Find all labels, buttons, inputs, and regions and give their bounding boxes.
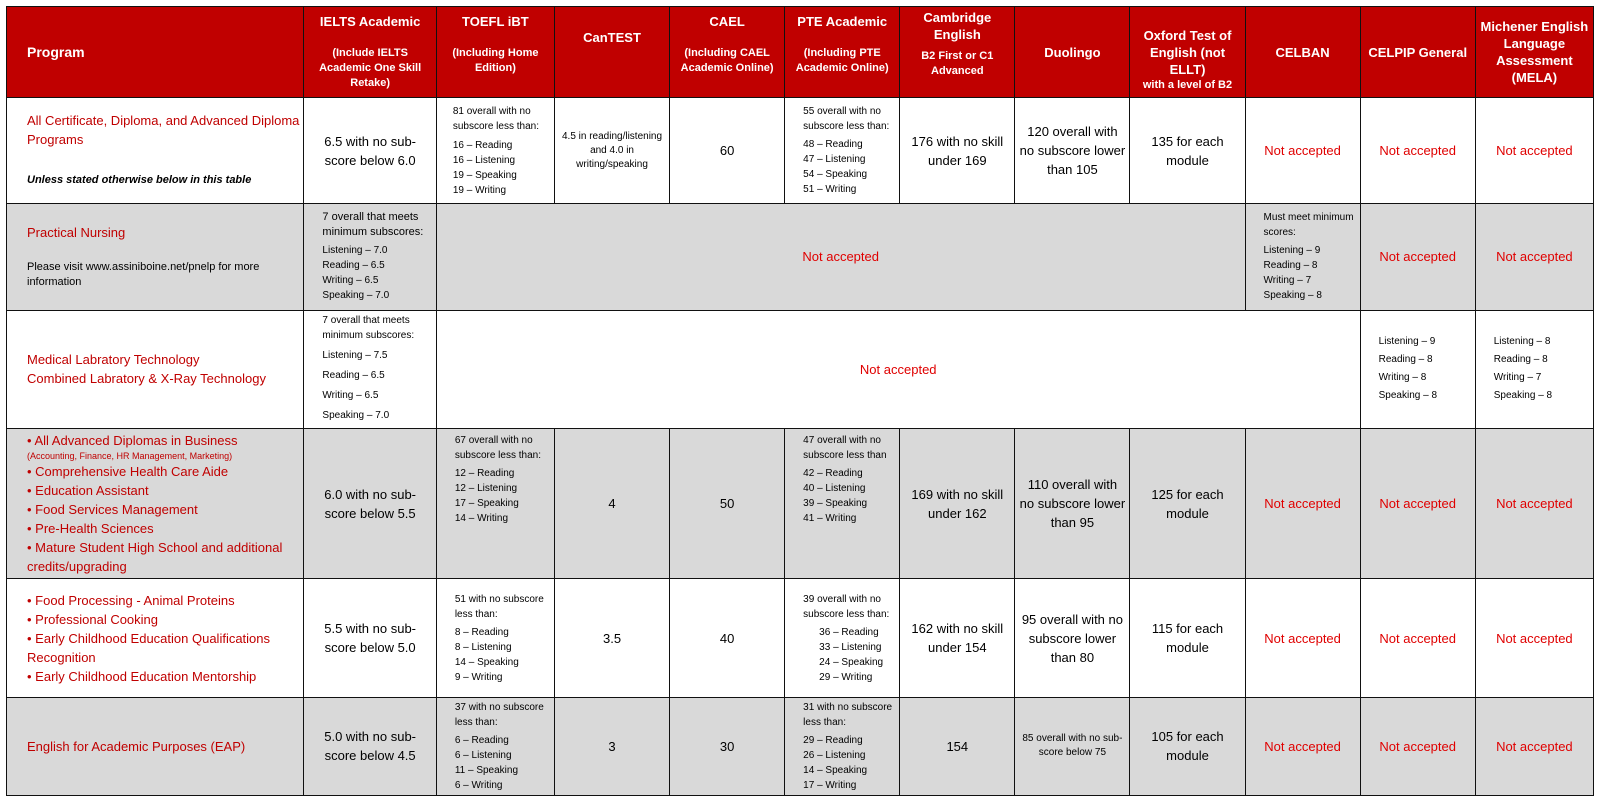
- ielts-cell: [304, 204, 436, 310]
- toefl-head: 81 overall with no subscore less than:: [452, 105, 539, 132]
- pte-line: 29 – Reading: [803, 734, 863, 746]
- toefl-line: 14 – Writing: [454, 512, 509, 524]
- duolingo-cell: 95 overall with no subscore lower than 80: [1015, 579, 1130, 697]
- cantest-column-header: [554, 7, 669, 98]
- ielts-cell: 6.5 with no sub-score below 6.0: [304, 98, 436, 204]
- toefl-subtitle: (Including Home Edition): [452, 47, 539, 74]
- program-cell: [7, 579, 304, 697]
- pte-line: 42 – Reading: [803, 467, 863, 479]
- program-list-item: • Early Childhood Education Mentorship: [27, 668, 257, 684]
- cambridge-column-header: [900, 7, 1015, 98]
- program-list-item: • All Advanced Diplomas in Business: [27, 433, 238, 449]
- celpip-cell: Not accepted: [1360, 579, 1475, 697]
- mela-cell: Not accepted: [1475, 579, 1593, 697]
- oxford-column-header: [1130, 7, 1245, 98]
- table-row: [7, 579, 1594, 697]
- pte-line: 17 – Writing: [803, 779, 857, 791]
- pte-line: 29 – Writing: [819, 671, 873, 683]
- pte-head: 39 overall with no subscore less than:: [803, 593, 890, 620]
- oxford-cell: 135 for each module: [1130, 98, 1245, 204]
- celban-cell: Not accepted: [1245, 98, 1360, 204]
- toefl-cell: [436, 98, 554, 204]
- pte-column-header: [785, 7, 900, 98]
- program-list-item: • Early Childhood Education Qualifications Recognition: [27, 630, 271, 665]
- program-name: All Certificate, Diploma, and Advanced Diploma Programs: [27, 113, 300, 148]
- pte-title: PTE Academic: [797, 14, 888, 29]
- toefl-line: 8 – Listening: [454, 641, 512, 653]
- cambridge-cell: 176 with no skill under 169: [900, 98, 1015, 204]
- cantest-cell: 4: [554, 428, 669, 578]
- ielts-line: Listening – 7.0: [322, 245, 388, 257]
- ielts-cell: 5.5 with no sub-score below 5.0: [304, 579, 436, 697]
- toefl-column-header: [436, 7, 554, 98]
- cael-cell: 50: [670, 428, 785, 578]
- oxford-cell: 125 for each module: [1130, 428, 1245, 578]
- toefl-head: 67 overall with no subscore less than:: [454, 434, 541, 461]
- program-note: Please visit www.assiniboine.net/pnelp for more information: [27, 261, 260, 289]
- pte-cell: [785, 579, 900, 697]
- table-row: [7, 204, 1594, 310]
- cambridge-cell: 169 with no skill under 162: [900, 428, 1015, 578]
- celpip-cell: Not accepted: [1360, 204, 1475, 310]
- celpip-line: Reading – 8: [1378, 354, 1433, 366]
- program-name: Medical Labratory Technology: [27, 352, 200, 368]
- pte-head: 31 with no subscore less than:: [803, 701, 893, 728]
- oxford-cell: 105 for each module: [1130, 697, 1245, 795]
- toefl-line: 16 – Listening: [452, 154, 516, 166]
- toefl-cell: [436, 428, 554, 578]
- pte-line: 14 – Speaking: [803, 764, 868, 776]
- toefl-head: 51 with no subscore less than:: [454, 593, 544, 620]
- pte-line: 51 – Writing: [803, 184, 857, 196]
- oxford-title: Oxford Test of English (not ELLT): [1143, 28, 1232, 77]
- mela-cell: [1475, 310, 1593, 428]
- pte-head: 55 overall with no subscore less than:: [803, 106, 890, 133]
- not-accepted-span: Not accepted: [436, 310, 1360, 428]
- pte-line: 33 – Listening: [819, 641, 882, 653]
- program-cell: [7, 428, 304, 578]
- toefl-line: 19 – Speaking: [452, 169, 517, 181]
- toefl-line: 6 – Listening: [454, 749, 512, 761]
- celpip-cell: Not accepted: [1360, 697, 1475, 795]
- ielts-cell: [304, 310, 436, 428]
- pte-subtitle: (Including PTE Academic Online): [795, 47, 889, 74]
- ielts-line: Reading – 6.5: [322, 369, 385, 381]
- table-row: [7, 697, 1594, 795]
- program-name: Practical Nursing: [27, 225, 126, 241]
- oxford-cell: 115 for each module: [1130, 579, 1245, 697]
- pte-cell: [785, 428, 900, 578]
- ielts-subtitle: (Include IELTS Academic One Skill Retake): [319, 47, 422, 89]
- toefl-line: 12 – Listening: [454, 482, 518, 494]
- celban-cell: Not accepted: [1245, 579, 1360, 697]
- duolingo-cell: 110 overall with no subscore lower than 95: [1015, 428, 1130, 578]
- toefl-cell: [436, 697, 554, 795]
- celban-cell: Not accepted: [1245, 428, 1360, 578]
- duolingo-cell: 120 overall with no subscore lower than 105: [1015, 98, 1130, 204]
- cael-cell: 40: [670, 579, 785, 697]
- toefl-line: 6 – Reading: [454, 734, 509, 746]
- toefl-line: 12 – Reading: [454, 467, 515, 479]
- cael-cell: 60: [670, 98, 785, 204]
- toefl-line: 17 – Speaking: [454, 497, 519, 509]
- pte-head: 47 overall with no subscore less than: [803, 434, 887, 461]
- celpip-cell: Not accepted: [1360, 428, 1475, 578]
- pte-line: 39 – Speaking: [803, 497, 868, 509]
- program-list-item: • Pre-Health Sciences: [27, 521, 154, 537]
- program-cell: [7, 204, 304, 310]
- english-requirements-table: [6, 6, 1594, 796]
- toefl-line: 9 – Writing: [454, 671, 503, 683]
- celpip-column-header: [1360, 7, 1475, 98]
- celban-column-header: [1245, 7, 1360, 98]
- toefl-cell: [436, 579, 554, 697]
- program-list-item: • Mature Student High School and additional credits/upgrading: [27, 540, 283, 575]
- toefl-line: 6 – Writing: [454, 779, 503, 791]
- pte-line: 48 – Reading: [803, 139, 863, 151]
- pte-line: 54 – Speaking: [803, 169, 868, 181]
- celban-head: Must meet minimum scores:: [1263, 212, 1354, 239]
- table-row: [7, 98, 1594, 204]
- program-list-item: • Food Processing - Animal Proteins: [27, 592, 235, 608]
- program-name: English for Academic Purposes (EAP): [27, 738, 246, 754]
- celpip-line: Speaking – 8: [1378, 390, 1438, 402]
- cambridge-title: Cambridge English: [923, 10, 992, 42]
- duolingo-cell: 85 overall with no sub-score below 75: [1015, 697, 1130, 795]
- cambridge-cell: 154: [900, 697, 1015, 795]
- mela-cell: Not accepted: [1475, 428, 1593, 578]
- program-list-subnote: (Accounting, Finance, HR Management, Marketing): [27, 451, 233, 462]
- toefl-line: 8 – Reading: [454, 626, 509, 638]
- ielts-line: Listening – 7.5: [322, 349, 388, 361]
- cambridge-subtitle: B2 First or C1 Advanced: [921, 50, 994, 77]
- celpip-line: Writing – 8: [1378, 372, 1427, 384]
- ielts-cell: 6.0 with no sub-score below 5.5: [304, 428, 436, 578]
- toefl-line: 16 – Reading: [452, 139, 513, 151]
- pte-cell: [785, 98, 900, 204]
- toefl-head: 37 with no subscore less than:: [454, 701, 544, 728]
- pte-line: 36 – Reading: [819, 626, 879, 638]
- cantest-cell: 3: [554, 697, 669, 795]
- pte-line: 26 – Listening: [803, 749, 866, 761]
- celpip-title: CELPIP General: [1368, 44, 1468, 60]
- cael-cell: 30: [670, 697, 785, 795]
- cantest-title: CanTEST: [583, 30, 641, 45]
- mela-line: Listening – 8: [1493, 336, 1551, 348]
- mela-line: Speaking – 8: [1493, 390, 1553, 402]
- celban-line: Reading – 8: [1263, 260, 1318, 272]
- table-row: [7, 310, 1594, 428]
- celpip-cell: Not accepted: [1360, 98, 1475, 204]
- mela-cell: Not accepted: [1475, 98, 1593, 204]
- ielts-column-header: [304, 7, 436, 98]
- table-row: [7, 428, 1594, 578]
- header-row: [7, 7, 1594, 98]
- program-cell: [7, 310, 304, 428]
- pte-line: 24 – Speaking: [819, 656, 884, 668]
- program-column-header: Program: [7, 7, 304, 98]
- duolingo-title: Duolingo: [1044, 44, 1101, 60]
- oxford-subtitle: with a level of B2: [1142, 79, 1233, 91]
- not-accepted-span: Not accepted: [436, 204, 1245, 310]
- celban-cell: Not accepted: [1245, 697, 1360, 795]
- celpip-cell: [1360, 310, 1475, 428]
- pte-line: 40 – Listening: [803, 482, 866, 494]
- celban-cell: [1245, 204, 1360, 310]
- ielts-title: IELTS Academic: [319, 14, 421, 29]
- mela-cell: Not accepted: [1475, 697, 1593, 795]
- celban-title: CELBAN: [1275, 44, 1330, 60]
- ielts-line: Reading – 6.5: [322, 260, 385, 272]
- cael-subtitle: (Including CAEL Academic Online): [680, 47, 774, 74]
- ielts-line: Writing – 6.5: [322, 389, 379, 401]
- toefl-line: 14 – Speaking: [454, 656, 519, 668]
- cantest-cell: 3.5: [554, 579, 669, 697]
- ielts-line: Speaking – 7.0: [322, 290, 390, 302]
- pte-line: 47 – Listening: [803, 154, 866, 166]
- mela-line: Writing – 7: [1493, 372, 1542, 384]
- celban-line: Listening – 9: [1263, 245, 1321, 257]
- cambridge-cell: 162 with no skill under 154: [900, 579, 1015, 697]
- program-list-item: • Education Assistant: [27, 483, 149, 499]
- toefl-line: 19 – Writing: [452, 184, 507, 196]
- program-note: Unless stated otherwise below in this table: [27, 174, 252, 187]
- cael-title: CAEL: [709, 14, 745, 29]
- ielts-head: 7 overall that meets minimum subscores:: [322, 314, 415, 341]
- ielts-line: Speaking – 7.0: [322, 409, 390, 421]
- toefl-title: TOEFL iBT: [462, 14, 529, 29]
- celban-line: Speaking – 8: [1263, 290, 1322, 302]
- program-list-item: • Food Services Management: [27, 502, 198, 518]
- mela-column-header: [1475, 7, 1593, 98]
- cael-column-header: [670, 7, 785, 98]
- cantest-cell: 4.5 in reading/listening and 4.0 in writing/speaking: [554, 98, 669, 204]
- mela-line: Reading – 8: [1493, 354, 1548, 366]
- ielts-line: Writing – 6.5: [322, 275, 379, 287]
- mela-title: Michener English Language Assessment (MELA): [1480, 19, 1589, 85]
- celban-line: Writing – 7: [1263, 275, 1312, 287]
- program-list-item: • Professional Cooking: [27, 611, 159, 627]
- celpip-line: Listening – 9: [1378, 336, 1436, 348]
- toefl-line: 11 – Speaking: [454, 764, 519, 776]
- pte-cell: [785, 697, 900, 795]
- program-name: Combined Labratory & X-Ray Technology: [27, 371, 266, 387]
- mela-cell: Not accepted: [1475, 204, 1593, 310]
- program-cell: [7, 697, 304, 795]
- program-cell: [7, 98, 304, 204]
- program-list-item: • Comprehensive Health Care Aide: [27, 464, 229, 480]
- ielts-cell: 5.0 with no sub-score below 4.5: [304, 697, 436, 795]
- duolingo-column-header: [1015, 7, 1130, 98]
- ielts-head: 7 overall that meets minimum subscores:: [322, 211, 424, 239]
- pte-line: 41 – Writing: [803, 512, 857, 524]
